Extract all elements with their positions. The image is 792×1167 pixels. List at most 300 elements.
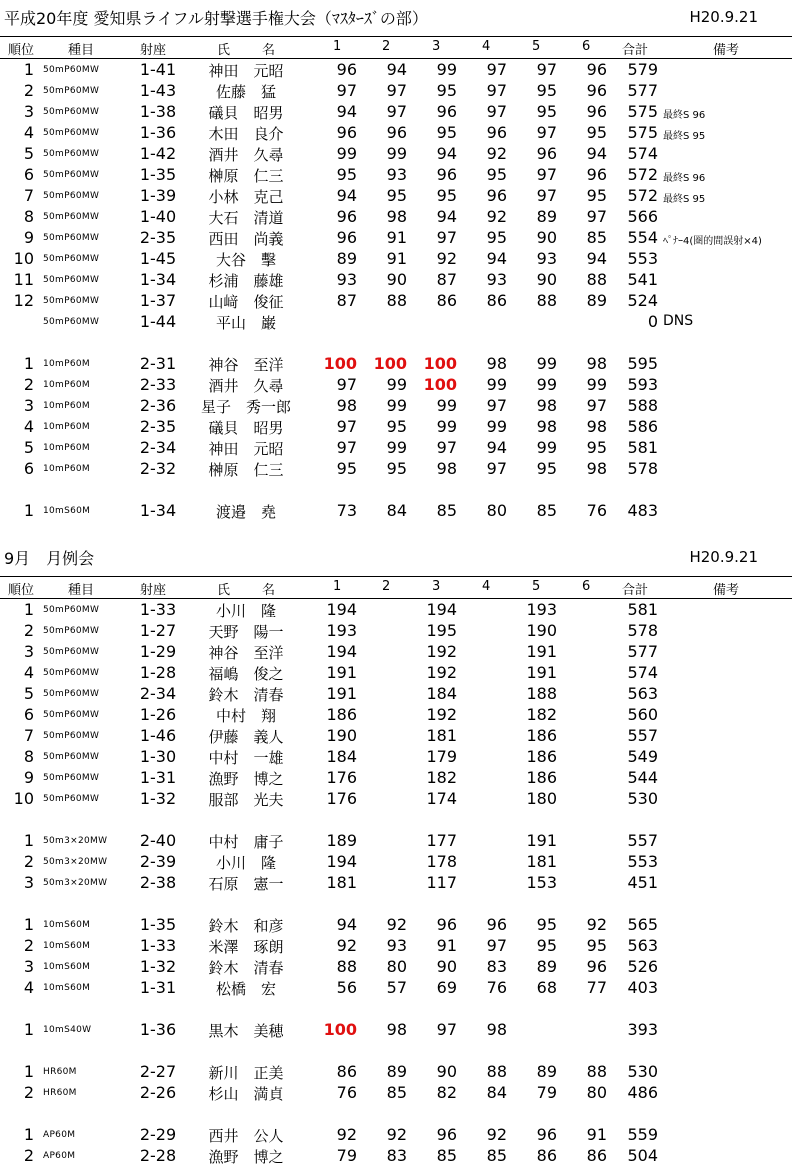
rank-cell: 1 — [23, 501, 34, 520]
total-cell: 581 — [627, 600, 658, 619]
firing-point-cell: 1-29 — [139, 642, 177, 661]
score-cell: 89 — [536, 207, 557, 226]
score-cell: 68 — [536, 978, 557, 997]
score-cell: 89 — [386, 1062, 407, 1081]
score-cell: 96 — [386, 123, 407, 142]
score-cell: 186 — [526, 726, 557, 745]
rank-cell: 11 — [13, 270, 34, 289]
event-cell: 50mP60MW — [43, 794, 100, 804]
score-cell: 97 — [486, 396, 507, 415]
result-row — [0, 374, 792, 395]
firing-point-cell: 2-36 — [139, 396, 177, 415]
total-cell: 575 — [627, 123, 658, 142]
score-cell: 80 — [586, 1083, 607, 1102]
column-header: 4 — [482, 579, 491, 594]
result-row — [0, 662, 792, 683]
event-cell: 50mP60MW — [43, 233, 100, 243]
total-cell: 563 — [627, 684, 658, 703]
rank-cell: 1 — [23, 915, 34, 934]
firing-point-cell: 1-38 — [139, 102, 177, 121]
result-row — [0, 872, 792, 893]
score-cell: 96 — [586, 165, 607, 184]
event-cell: 50mP60MW — [43, 647, 100, 657]
firing-point-cell: 1-33 — [139, 936, 177, 955]
score-cell: 99 — [386, 144, 407, 163]
score-cell: 84 — [486, 1083, 507, 1102]
firing-point-cell: 1-33 — [139, 600, 177, 619]
score-cell: 96 — [586, 60, 607, 79]
remark-cell: 最終S 95 — [663, 194, 706, 205]
score-cell: 95 — [536, 915, 557, 934]
score-cell: 93 — [486, 270, 507, 289]
score-cell: 88 — [336, 957, 357, 976]
result-row — [0, 830, 792, 851]
score-cell: 95 — [386, 417, 407, 436]
score-cell: 92 — [486, 144, 507, 163]
score-cell: 94 — [436, 144, 457, 163]
rank-cell: 3 — [23, 102, 34, 121]
column-header: 種目 — [68, 43, 95, 58]
total-cell: 486 — [627, 1083, 658, 1102]
score-cell: 186 — [326, 705, 357, 724]
score-cell: 96 — [436, 102, 457, 121]
column-header: 3 — [432, 579, 441, 594]
remark-cell: 最終S 96 — [663, 110, 706, 121]
score-cell: 88 — [536, 291, 557, 310]
firing-point-cell: 1-35 — [139, 165, 177, 184]
score-cell: 99 — [536, 375, 557, 394]
firing-point-cell: 1-28 — [139, 663, 177, 682]
score-cell: 194 — [326, 600, 357, 619]
firing-point-cell: 1-35 — [139, 915, 177, 934]
rank-cell: 1 — [23, 1125, 34, 1144]
score-cell: 97 — [536, 60, 557, 79]
rank-cell: 10 — [13, 249, 34, 268]
result-row — [0, 683, 792, 704]
score-cell: 191 — [326, 663, 357, 682]
score-cell: 182 — [526, 705, 557, 724]
shooter-name-cell: 服部 光夫 — [208, 791, 284, 809]
rank-cell: 1 — [23, 831, 34, 850]
total-cell: 588 — [627, 396, 658, 415]
event-cell: 50mP60MW — [43, 296, 100, 306]
score-cell: 97 — [486, 936, 507, 955]
total-cell: 553 — [627, 249, 658, 268]
score-cell: 97 — [386, 81, 407, 100]
result-row — [0, 851, 792, 872]
section-title: 平成20年度 愛知県ライフル射撃選手権大会（ﾏｽﾀｰｽﾞの部） — [4, 9, 428, 28]
event-cell: 50mP60MW — [43, 773, 100, 783]
score-cell: 90 — [536, 228, 557, 247]
result-row — [0, 935, 792, 956]
score-cell: 94 — [436, 207, 457, 226]
shooter-name-cell: 大谷 擊 — [215, 251, 276, 269]
rank-cell: 2 — [23, 936, 34, 955]
total-cell: 566 — [627, 207, 658, 226]
score-cell: 97 — [386, 102, 407, 121]
score-cell: 98 — [586, 459, 607, 478]
score-cell: 89 — [336, 249, 357, 268]
score-cell: 186 — [526, 768, 557, 787]
total-cell: 574 — [627, 144, 658, 163]
result-row — [0, 311, 792, 332]
score-cell: 90 — [536, 270, 557, 289]
firing-point-cell: 1-46 — [139, 726, 177, 745]
shooter-name-cell: 小林 克己 — [208, 188, 284, 206]
score-cell: 96 — [336, 228, 357, 247]
firing-point-cell: 1-32 — [139, 789, 177, 808]
shooter-name-cell: 石原 憲一 — [208, 875, 284, 893]
score-cell: 90 — [436, 957, 457, 976]
score-cell: 95 — [536, 81, 557, 100]
event-cell: 50mP60MW — [43, 710, 100, 720]
score-cell: 190 — [526, 621, 557, 640]
total-cell: 0 — [647, 312, 658, 331]
shooter-name-cell: 木田 良介 — [208, 125, 284, 143]
score-cell: 98 — [386, 207, 407, 226]
column-header: 備考 — [713, 583, 740, 598]
section-title: 9月 月例会 — [4, 549, 95, 568]
score-cell: 96 — [586, 957, 607, 976]
rank-cell: 7 — [23, 726, 34, 745]
rank-cell: 5 — [23, 438, 34, 457]
result-row — [0, 59, 792, 80]
rank-cell: 7 — [23, 186, 34, 205]
score-cell: 97 — [486, 459, 507, 478]
score-cell: 195 — [426, 621, 457, 640]
shooter-name-cell: 鈴木 清春 — [208, 686, 284, 704]
score-cell: 92 — [336, 936, 357, 955]
firing-point-cell: 1-34 — [139, 270, 177, 289]
event-cell: 50mP60MW — [43, 275, 100, 285]
column-header: 種目 — [68, 583, 95, 598]
rank-cell: 3 — [23, 642, 34, 661]
rank-cell: 1 — [23, 600, 34, 619]
firing-point-cell: 2-33 — [139, 375, 177, 394]
shooter-name-cell: 中村 翔 — [215, 707, 276, 725]
total-cell: 541 — [627, 270, 658, 289]
score-cell: 96 — [486, 186, 507, 205]
result-row — [0, 185, 792, 206]
result-row — [0, 164, 792, 185]
column-header: 5 — [532, 579, 541, 594]
score-cell: 193 — [326, 621, 357, 640]
score-cell: 96 — [586, 81, 607, 100]
score-cell: 86 — [436, 291, 457, 310]
result-row — [0, 641, 792, 662]
score-cell: 97 — [436, 228, 457, 247]
result-row — [0, 914, 792, 935]
score-cell: 90 — [386, 270, 407, 289]
firing-point-cell: 1-36 — [139, 1020, 177, 1039]
score-cell: 99 — [386, 438, 407, 457]
shooter-name-cell: 杉山 満貞 — [208, 1085, 284, 1103]
firing-point-cell: 1-27 — [139, 621, 177, 640]
event-cell: 50m3×20MW — [43, 857, 108, 867]
shooter-name-cell: 中村 一雄 — [208, 749, 284, 767]
score-cell: 192 — [426, 705, 457, 724]
total-cell: 574 — [627, 663, 658, 682]
shooter-name-cell: 酒井 久尋 — [208, 377, 284, 395]
result-row — [0, 395, 792, 416]
shooter-name-cell: 神田 元昭 — [208, 440, 284, 458]
score-cell: 96 — [336, 123, 357, 142]
score-cell: 97 — [586, 207, 607, 226]
score-cell: 79 — [336, 1146, 357, 1165]
score-cell: 89 — [536, 1062, 557, 1081]
score-cell: 177 — [426, 831, 457, 850]
score-cell: 176 — [326, 768, 357, 787]
score-cell: 91 — [386, 228, 407, 247]
result-row — [0, 227, 792, 248]
shooter-name-cell: 漁野 博之 — [208, 770, 284, 788]
firing-point-cell: 2-39 — [139, 852, 177, 871]
score-cell: 86 — [336, 1062, 357, 1081]
remark-cell: DNS — [663, 313, 694, 329]
score-cell: 99 — [386, 396, 407, 415]
score-cell: 189 — [326, 831, 357, 850]
score-cell: 95 — [586, 123, 607, 142]
firing-point-cell: 1-32 — [139, 957, 177, 976]
event-cell: 10mS60M — [43, 506, 91, 516]
score-cell: 99 — [486, 417, 507, 436]
shooter-name-cell: 福嶋 俊之 — [208, 665, 284, 683]
score-cell: 97 — [336, 438, 357, 457]
result-row — [0, 437, 792, 458]
shooter-name-cell: 渡邉 堯 — [215, 503, 276, 521]
total-cell: 553 — [627, 852, 658, 871]
score-cell: 96 — [436, 165, 457, 184]
total-cell: 557 — [627, 726, 658, 745]
score-cell: 176 — [326, 789, 357, 808]
score-cell: 97 — [336, 81, 357, 100]
result-row — [0, 1145, 792, 1166]
result-row — [0, 500, 792, 521]
rank-cell: 2 — [23, 1146, 34, 1165]
score-cell: 98 — [336, 396, 357, 415]
score-cell: 86 — [536, 1146, 557, 1165]
column-header: 1 — [333, 39, 342, 54]
column-header: 6 — [582, 39, 591, 54]
firing-point-cell: 1-31 — [139, 768, 177, 787]
rank-cell: 4 — [23, 417, 34, 436]
score-cell: 87 — [336, 291, 357, 310]
firing-point-cell: 1-41 — [139, 60, 177, 79]
total-cell: 572 — [627, 186, 658, 205]
score-cell: 88 — [486, 1062, 507, 1081]
score-cell: 93 — [386, 165, 407, 184]
score-cell: 97 — [536, 123, 557, 142]
column-header: 射座 — [140, 583, 167, 598]
score-cell: 99 — [436, 396, 457, 415]
score-cell: 97 — [586, 396, 607, 415]
score-cell: 100 — [423, 354, 457, 373]
score-cell: 98 — [386, 1020, 407, 1039]
score-cell: 191 — [526, 663, 557, 682]
result-row — [0, 620, 792, 641]
total-cell: 524 — [627, 291, 658, 310]
score-cell: 192 — [426, 642, 457, 661]
score-cell: 181 — [326, 873, 357, 892]
column-header: 氏 — [217, 43, 231, 58]
score-cell: 79 — [536, 1083, 557, 1102]
event-cell: 10mS60M — [43, 941, 91, 951]
score-cell: 92 — [486, 207, 507, 226]
rank-cell: 4 — [23, 663, 34, 682]
firing-point-cell: 1-45 — [139, 249, 177, 268]
score-cell: 97 — [436, 438, 457, 457]
score-cell: 192 — [426, 663, 457, 682]
result-row — [0, 599, 792, 620]
result-row — [0, 143, 792, 164]
score-cell: 87 — [436, 270, 457, 289]
result-row — [0, 416, 792, 437]
event-cell: 10mS60M — [43, 983, 91, 993]
score-cell: 94 — [586, 249, 607, 268]
score-cell: 97 — [536, 186, 557, 205]
column-header: 2 — [382, 39, 391, 54]
score-cell: 193 — [526, 600, 557, 619]
shooter-name-cell: 平山 巌 — [215, 314, 276, 332]
rank-cell: 4 — [23, 123, 34, 142]
event-cell: 50mP60MW — [43, 668, 100, 678]
remark-cell: ﾍﾟﾅｰ4(圏的間誤射×4) — [663, 236, 762, 247]
firing-point-cell: 2-32 — [139, 459, 177, 478]
column-header: 2 — [382, 579, 391, 594]
firing-point-cell: 2-31 — [139, 354, 177, 373]
total-cell: 577 — [627, 642, 658, 661]
total-cell: 563 — [627, 936, 658, 955]
total-cell: 581 — [627, 438, 658, 457]
result-row — [0, 290, 792, 311]
score-cell: 97 — [486, 81, 507, 100]
firing-point-cell: 2-35 — [139, 228, 177, 247]
shooter-name-cell: 新川 正美 — [208, 1064, 284, 1082]
score-cell: 96 — [536, 144, 557, 163]
column-header: 名 — [262, 43, 276, 58]
score-cell: 194 — [326, 642, 357, 661]
score-cell: 96 — [486, 915, 507, 934]
shooter-name-cell: 佐藤 猛 — [215, 83, 276, 101]
score-cell: 191 — [526, 642, 557, 661]
event-cell: 10mP60M — [43, 464, 90, 474]
score-cell: 94 — [386, 60, 407, 79]
rank-cell: 10 — [13, 789, 34, 808]
score-cell: 153 — [526, 873, 557, 892]
shooter-name-cell: 鈴木 和彦 — [208, 917, 284, 935]
score-cell: 73 — [336, 501, 357, 520]
event-cell: 10mS40W — [43, 1025, 92, 1035]
event-cell: 10mS60M — [43, 962, 91, 972]
firing-point-cell: 2-28 — [139, 1146, 177, 1165]
score-cell: 84 — [386, 501, 407, 520]
score-cell: 89 — [586, 291, 607, 310]
shooter-name-cell: 神谷 至洋 — [208, 356, 284, 374]
firing-point-cell: 2-40 — [139, 831, 177, 850]
event-cell: 10mS60M — [43, 920, 91, 930]
event-cell: 50m3×20MW — [43, 836, 108, 846]
score-cell: 56 — [336, 978, 357, 997]
event-cell: 50mP60MW — [43, 626, 100, 636]
score-cell: 99 — [536, 438, 557, 457]
score-cell: 95 — [536, 459, 557, 478]
score-cell: 85 — [586, 228, 607, 247]
score-cell: 92 — [336, 1125, 357, 1144]
total-cell: 403 — [627, 978, 658, 997]
event-cell: 50mP60MW — [43, 317, 100, 327]
score-cell: 94 — [336, 102, 357, 121]
event-cell: 50mP60MW — [43, 128, 100, 138]
result-row — [0, 101, 792, 122]
event-cell: 50mP60MW — [43, 149, 100, 159]
score-cell: 95 — [486, 165, 507, 184]
column-header: 順位 — [8, 43, 35, 58]
score-cell: 174 — [426, 789, 457, 808]
rank-cell: 5 — [23, 144, 34, 163]
score-cell: 95 — [536, 936, 557, 955]
score-cell: 97 — [486, 102, 507, 121]
score-cell: 179 — [426, 747, 457, 766]
column-header: 4 — [482, 39, 491, 54]
result-row — [0, 458, 792, 479]
score-cell: 100 — [323, 1020, 357, 1039]
score-cell: 95 — [436, 186, 457, 205]
score-cell: 97 — [336, 417, 357, 436]
rank-cell: 9 — [23, 768, 34, 787]
total-cell: 595 — [627, 354, 658, 373]
result-row — [0, 122, 792, 143]
column-header-row — [0, 577, 792, 598]
shooter-name-cell: 西井 公人 — [208, 1127, 284, 1145]
score-cell: 194 — [426, 600, 457, 619]
total-cell: 526 — [627, 957, 658, 976]
remark-cell: 最終S 96 — [663, 173, 706, 184]
column-header: 合計 — [622, 583, 649, 598]
score-cell: 99 — [436, 417, 457, 436]
event-cell: 50mP60MW — [43, 254, 100, 264]
score-cell: 100 — [323, 354, 357, 373]
score-cell: 95 — [586, 936, 607, 955]
rank-cell: 3 — [23, 957, 34, 976]
event-cell: 50mP60MW — [43, 65, 100, 75]
rank-cell: 1 — [23, 1020, 34, 1039]
score-cell: 96 — [586, 102, 607, 121]
shooter-name-cell: 黒木 美穂 — [208, 1022, 284, 1040]
shooter-name-cell: 大石 清道 — [208, 209, 284, 227]
column-header: 射座 — [140, 43, 167, 58]
event-cell: 10mP60M — [43, 443, 90, 453]
event-cell: 10mP60M — [43, 422, 90, 432]
score-cell: 86 — [586, 1146, 607, 1165]
score-cell: 93 — [336, 270, 357, 289]
shooter-name-cell: 酒井 久尋 — [208, 146, 284, 164]
firing-point-cell: 1-40 — [139, 207, 177, 226]
score-cell: 98 — [586, 354, 607, 373]
score-cell: 99 — [436, 60, 457, 79]
firing-point-cell: 1-39 — [139, 186, 177, 205]
section-date: H20.9.21 — [689, 548, 758, 566]
rank-cell: 1 — [23, 354, 34, 373]
event-cell: 50mP60MW — [43, 212, 100, 222]
total-cell: 549 — [627, 747, 658, 766]
total-cell: 559 — [627, 1125, 658, 1144]
score-cell: 98 — [486, 1020, 507, 1039]
score-cell: 181 — [526, 852, 557, 871]
event-cell: HR60M — [43, 1088, 77, 1098]
rank-cell: 8 — [23, 747, 34, 766]
score-cell: 188 — [526, 684, 557, 703]
result-row — [0, 956, 792, 977]
